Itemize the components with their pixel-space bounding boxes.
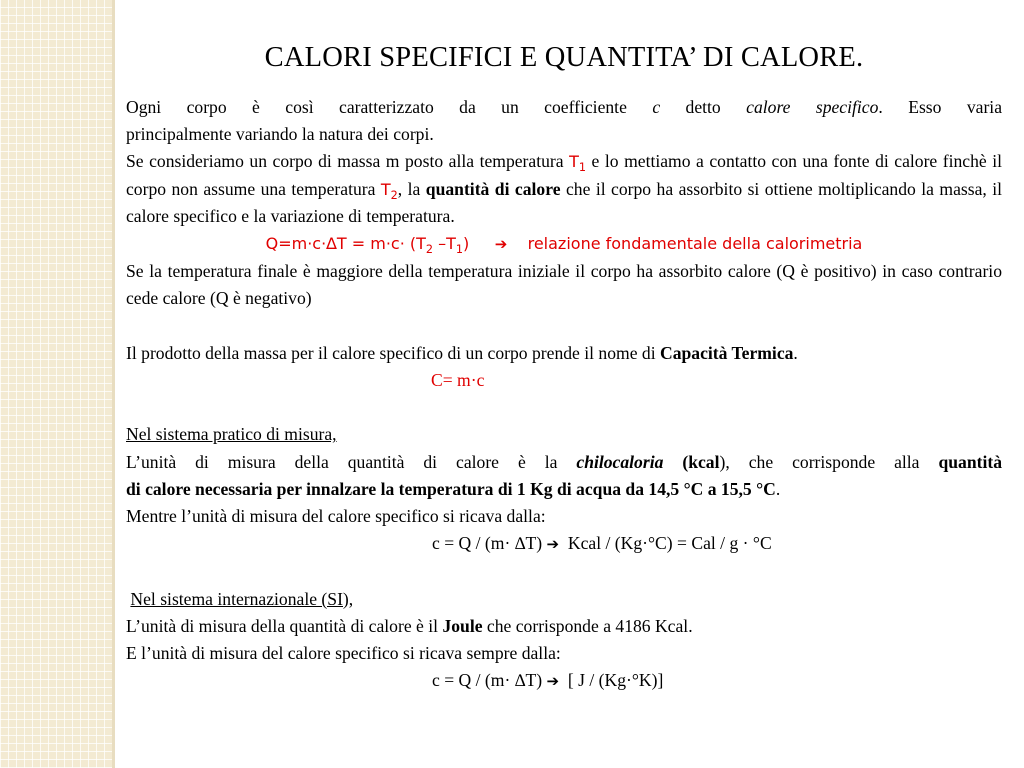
slide-content xyxy=(126,38,1002,695)
section2-line1 xyxy=(126,613,1002,640)
para2-t1-letter: T xyxy=(569,152,579,172)
para2-t1-sub: 1 xyxy=(578,161,587,175)
formula1-post: ) xyxy=(463,234,470,254)
para1-symbol-c: c xyxy=(652,97,661,117)
para2-t2 xyxy=(380,179,398,202)
section2-text-pre: L’unità di misura della quantità di calore è il xyxy=(126,615,439,636)
formula-specific-heat-practical xyxy=(126,530,1002,558)
para1-line1 xyxy=(126,94,1002,121)
spacer xyxy=(126,394,1002,421)
decorative-side-pattern xyxy=(0,0,112,768)
formula1-sub1: 1 xyxy=(455,243,463,257)
para2 xyxy=(126,148,1002,230)
para1-line2: principalmente variando la natura dei corpi. xyxy=(126,124,434,145)
formula-practical-units: Kcal / (Kg·°C) = Cal / g · °C xyxy=(567,533,772,554)
spacer xyxy=(126,313,1002,340)
para1-text-pre: Ogni corpo è così caratterizzato da un coefficiente xyxy=(126,97,627,117)
para1-term: calore specifico xyxy=(746,97,879,117)
formula1-mid: –T xyxy=(433,234,456,254)
para2-text-c: , la xyxy=(397,178,421,199)
section1-unit: (kcal xyxy=(682,451,720,472)
section1-heading xyxy=(126,421,1002,448)
formula-specific-heat-si xyxy=(126,667,1002,695)
para1-text-mid: detto xyxy=(685,97,721,117)
formula-heat-capacity: C= m·c xyxy=(431,370,485,391)
section2-text-post: che corrisponde a 4186 Kcal. xyxy=(486,615,693,636)
section2-bold-term: Joule xyxy=(442,615,483,636)
section1-bold-start: quantità xyxy=(938,451,1003,472)
para3: Se la temperatura finale è maggiore della temperatura iniziale il corpo ha assorbito calore (Q è positivo) in caso contrario cede calore (Q è negativo) xyxy=(126,261,1002,309)
section1-line3: Mentre l’unità di misura del calore specifico si ricava dalla: xyxy=(126,506,546,527)
para4-text-post: . xyxy=(793,342,798,363)
section1-text-mid: ), che corrisponde alla xyxy=(719,451,920,472)
para4 xyxy=(126,340,1002,367)
para4-bold-term: Capacità Termica xyxy=(660,342,794,363)
formula1-description: relazione fondamentale della calorimetria xyxy=(527,234,863,254)
formula-si-units: [ J / (Kg·°K)] xyxy=(567,670,664,691)
arrow-right-icon: ➔ xyxy=(494,235,508,254)
slide-title: CALORI SPECIFICI E QUANTITA’ DI CALORE. xyxy=(264,42,864,73)
para2-text-d: che il corpo ha assorbito si ottiene moltiplicando la massa, il calore specifico e la variazione di temperatura. xyxy=(126,178,1003,226)
para2-text-b: e lo mettiamo a contatto con una fonte di calore finchè il corpo non assume una temperatura xyxy=(126,151,1003,199)
section1-term: chilocaloria xyxy=(576,451,664,472)
section1-text-pre: L’unità di misura della quantità di calore è la xyxy=(126,451,558,472)
spacer xyxy=(126,558,1002,585)
formula-calorimetry xyxy=(126,230,1002,258)
formula-si-pre: c = Q / (m· ∆T) xyxy=(432,670,543,691)
section1-line2 xyxy=(126,476,1002,503)
formula-practical-pre: c = Q / (m· ∆T) xyxy=(432,533,543,554)
side-pattern-edge xyxy=(112,0,115,768)
para2-t1 xyxy=(569,152,587,175)
section1-text-post: . xyxy=(775,478,781,499)
arrow-right-icon: ➔ xyxy=(546,535,560,554)
formula1-pre: Q=m·c·∆T = m·c· (T xyxy=(265,234,426,254)
para2-t2-letter: T xyxy=(380,179,391,199)
para4-text-pre: Il prodotto della massa per il calore specifico di un corpo prende il nome di xyxy=(126,342,656,363)
section1-line1 xyxy=(126,449,1002,476)
section2-heading-text: Nel sistema internazionale (SI), xyxy=(130,588,354,609)
section2-heading xyxy=(126,586,1002,613)
section1-bold-definition: di calore necessaria per innalzare la temperatura di 1 Kg di acqua da 14,5 °C a 15,5 °C xyxy=(126,478,776,499)
arrow-right-icon: ➔ xyxy=(546,672,560,691)
para2-text-a: Se consideriamo un corpo di massa m posto alla temperatura xyxy=(126,151,564,172)
formula1-sub2: 2 xyxy=(425,243,434,257)
para2-bold-term: quantità di calore xyxy=(425,178,561,199)
para1-text-post: . Esso varia xyxy=(878,97,1003,117)
section1-heading-text: Nel sistema pratico di misura, xyxy=(126,424,337,445)
section2-line2: E l’unità di misura del calore specifico si ricava sempre dalla: xyxy=(126,643,561,664)
para2-t2-sub: 2 xyxy=(390,188,398,202)
